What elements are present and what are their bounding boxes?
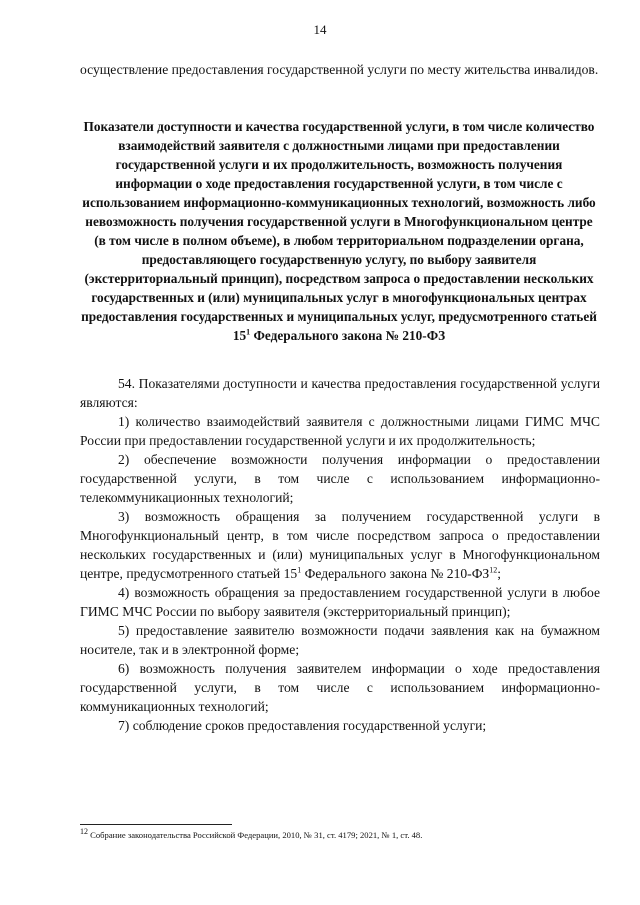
heading-superscript: 1 [246,327,251,337]
list-item-3-superscript: 1 [297,565,302,575]
footnote-divider [80,824,232,825]
list-item-3-text-end: ; [497,566,502,581]
footnote-reference: 12 [489,565,498,575]
list-item-2: 2) обеспечение возможности получения информации о предоставлении государственной услуги, в том числе с использованием информационно-телекоммуникационных технологий; [80,452,600,505]
footnote-marker: 12 [80,827,88,837]
list-item-7: 7) соблюдение сроков предоставления государственной услуги; [118,718,487,733]
page-number: 14 [313,22,327,37]
body-text [80,374,600,735]
paragraph-54: 54. Показателями доступности и качества предоставления государственной услуги являются: [80,376,600,410]
heading-text-end: Федерального закона № 210-ФЗ [250,328,446,343]
list-item-3 [80,507,600,583]
footnote [80,829,600,841]
list-item-5: 5) предоставление заявителю возможности подачи заявления как на бумажном носителе, так и в электронной форме; [80,623,600,657]
section-heading [78,117,600,345]
footnote-text: Собрание законодательства Российской Федерации, 2010, № 31, ст. 4179; 2021, № 1, ст. 48. [88,830,423,840]
list-item-3-text: 3) возможность обращения за получением государственной услуги в Многофункциональный центр, в том числе посредством запроса о предоставлении нескольких государственных и (или) муниципальных услуг в Многофункциональном центре, предусмотренного статьей 15 [80,509,600,581]
list-item-1: 1) количество взаимодействий заявителя с должностными лицами ГИМС МЧС России при предоставлении государственной услуги и их продолжительность; [80,414,600,448]
list-item-4: 4) возможность обращения за предоставлением государственной услуги в любое ГИМС МЧС России по выбору заявителя (экстерриториальный принцип); [80,585,600,619]
list-item-6: 6) возможность получения заявителем информации о ходе предоставления государственной услуги, в том числе с использованием информационно-коммуникационных технологий; [80,661,600,714]
intro-paragraph: осуществление предоставления государственной услуги по месту жительства инвалидов. [80,62,599,77]
list-item-3-text-middle: Федерального закона № 210-ФЗ [301,566,490,581]
heading-text: Показатели доступности и качества государственной услуги, в том числе количество взаимодействий заявителя с должностными лицами при предоставлении государственной услуги и их продолжительность, возможность получения информации о ходе предоставления государственной услуги, в том числе с использованием информационно-коммуникационных технологий, возможность либо невозможность получения государственной услуги в Многофункциональном центре (в том числе в полном объеме), в любом территориальном подразделении органа, предоставляющего государственную услугу, по выбору заявителя (экстерриториальный принцип), посредством запроса о предоставлении нескольких государственных и (или) муниципальных услуг в многофункциональных центрах предоставления государственных и муниципальных услуг, предусмотренного статьей 15 [81,119,597,343]
